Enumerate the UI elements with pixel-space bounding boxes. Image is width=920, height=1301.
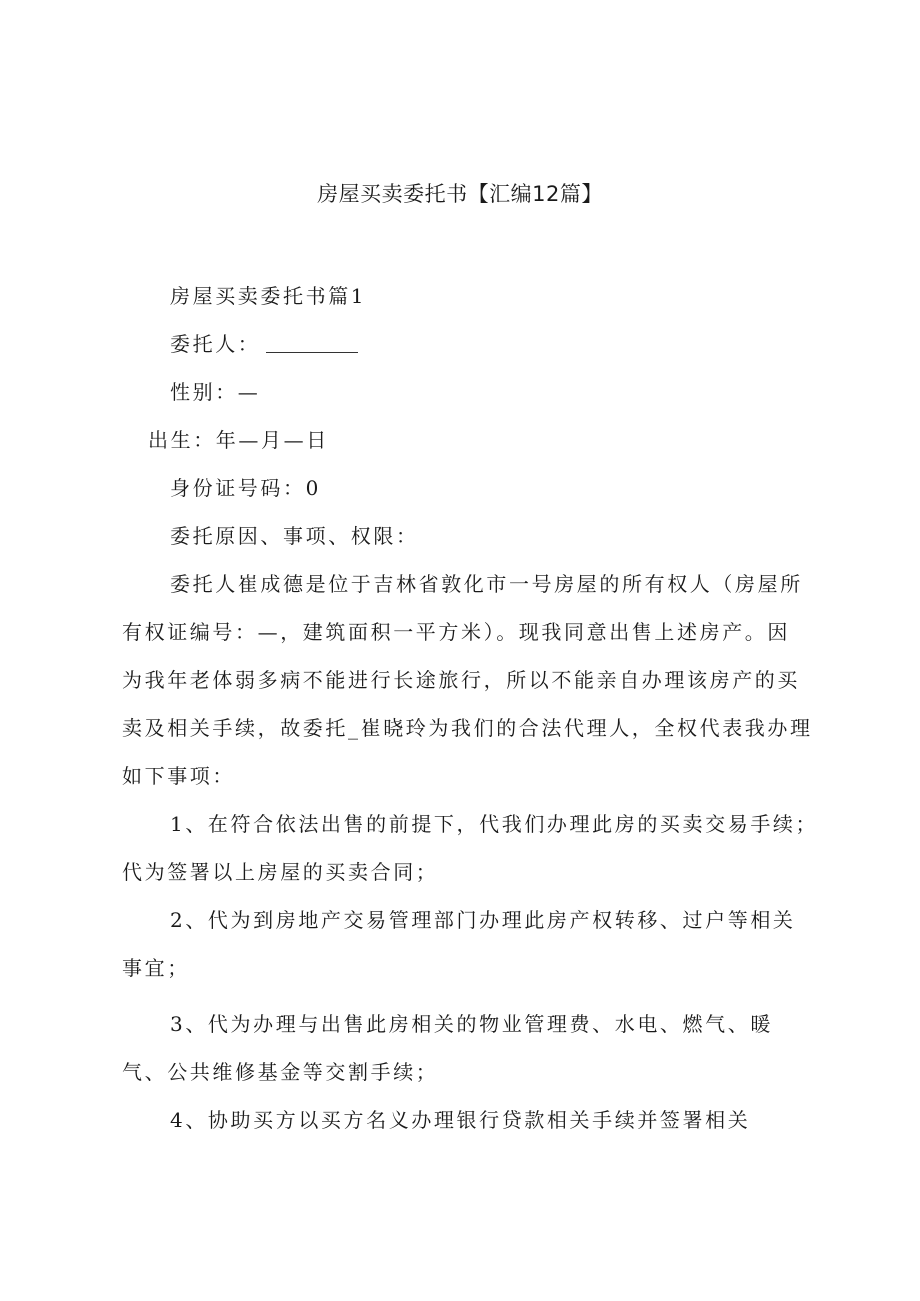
principal-line xyxy=(170,330,358,358)
document-title: 房屋买卖委托书【汇编12篇】 xyxy=(317,182,603,206)
gender-line: 性别：— xyxy=(170,380,261,404)
section-heading: 房屋买卖委托书篇1 xyxy=(170,284,367,308)
body-line: 委托人崔成德是位于吉林省敦化市一号房屋的所有权人（房屋所 xyxy=(170,572,803,596)
item-3-line-2: 气、公共维修基金等交割手续； xyxy=(122,1060,439,1084)
item-1-line-2: 代为签署以上房屋的买卖合同； xyxy=(122,860,439,884)
item-2-line-2: 事宜； xyxy=(122,956,190,980)
item-4-line-1: 4、协助买方以买方名义办理银行贷款相关手续并签署相关 xyxy=(170,1108,751,1132)
birth-line: 出生：年—月—日 xyxy=(148,428,329,452)
principal-blank xyxy=(266,334,358,353)
id-number-line: 身份证号码：0 xyxy=(170,476,321,500)
reason-heading: 委托原因、事项、权限： xyxy=(170,524,419,548)
principal-label: 委托人： xyxy=(170,332,261,356)
body-line: 卖及相关手续，故委托_崔晓玲为我们的合法代理人，全权代表我办理 xyxy=(122,716,813,740)
item-3-line-1: 3、代为办理与出售此房相关的物业管理费、水电、燃气、暖 xyxy=(170,1012,773,1036)
body-line: 为我年老体弱多病不能进行长途旅行，所以不能亲自办理该房产的买 xyxy=(122,668,800,692)
item-1-line-1: 1、在符合依法出售的前提下，代我们办理此房的买卖交易手续； xyxy=(170,812,819,836)
body-line: 有权证编号：—，建筑面积一平方米）。现我同意出售上述房产。因 xyxy=(122,620,790,644)
item-2-line-1: 2、代为到房地产交易管理部门办理此房产权转移、过户等相关 xyxy=(170,908,796,932)
body-line: 如下事项： xyxy=(122,764,235,788)
